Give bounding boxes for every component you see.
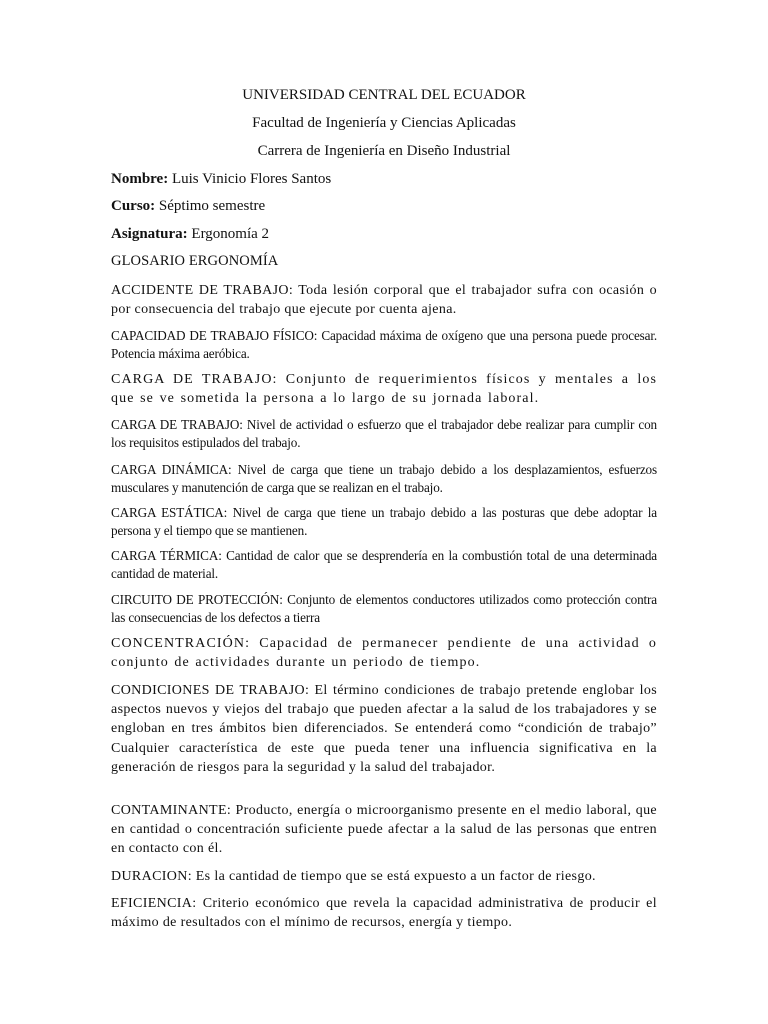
faculty-title: Facultad de Ingeniería y Ciencias Aplicadas [252, 115, 516, 131]
glossary-entry: CIRCUITO DE PROTECCIÓN: Conjunto de elementos conductores utilizados como protección contra las consecuencias de los defectos a tierra [111, 592, 657, 625]
glossary-title: GLOSARIO ERGONOMÍA [111, 253, 279, 269]
subject-label: Asignatura: [111, 226, 188, 242]
student-name-line [111, 170, 331, 188]
course-value: Séptimo semestre [155, 198, 266, 214]
name-label: Nombre: [111, 171, 169, 187]
glossary-entry: CONTAMINANTE: Producto, energía o microorganismo presente en el medio laboral, que en cantidad o concentración suficiente puede afectar a la salud de las personas que entren en contacto con él. [111, 803, 657, 857]
glossary-entry: DURACION: Es la cantidad de tiempo que se está expuesto a un factor de riesgo. [111, 869, 596, 884]
career-title: Carrera de Ingeniería en Diseño Industrial [257, 143, 511, 159]
glossary-entry: ACCIDENTE DE TRABAJO: Toda lesión corporal que el trabajador sufra con ocasión o por consecuencia del trabajo que ejecute por cuenta ajena. [111, 283, 657, 318]
glossary-entry: CARGA DE TRABAJO: Conjunto de requerimientos físicos y mentales a los que se ve sometida la persona a lo largo de su jornada laboral. [111, 372, 657, 407]
glossary-entry: CARGA ESTÁTICA: Nivel de carga que tiene un trabajo debido a las posturas que debe adoptar la persona y el tiempo que se mantienen. [111, 505, 657, 538]
glossary-entry: CARGA TÉRMICA: Cantidad de calor que se desprendería en la combustión total de una determinada cantidad de material. [111, 548, 657, 581]
subject-line [111, 225, 269, 243]
name-value: Luis Vinicio Flores Santos [168, 171, 332, 187]
glossary-entry: CARGA DINÁMICA: Nivel de carga que tiene un trabajo debido a los desplazamientos, esfuerzos musculares y manutención de carga que se realizan en el trabajo. [111, 462, 657, 495]
glossary-entry: CONCENTRACIÓN: Capacidad de permanecer pendiente de una actividad o conjunto de actividades durante un periodo de tiempo. [111, 636, 657, 671]
subject-value: Ergonomía 2 [187, 226, 270, 242]
course-label: Curso: [111, 198, 156, 214]
glossary-entry: EFICIENCIA: Criterio económico que revela la capacidad administrativa de producir el máximo de resultados con el mínimo de recursos, energía y tiempo. [111, 896, 657, 931]
course-line [111, 197, 265, 215]
glossary-entry: CARGA DE TRABAJO: Nivel de actividad o esfuerzo que el trabajador debe realizar para cumplir con los requisitos estipulados del trabajo. [111, 417, 657, 450]
university-title: UNIVERSIDAD CENTRAL DEL ECUADOR [242, 87, 526, 103]
glossary-entry: CAPACIDAD DE TRABAJO FÍSICO: Capacidad máxima de oxígeno que una persona puede procesar. Potencia máxima aeróbica. [111, 328, 657, 361]
glossary-entry: CONDICIONES DE TRABAJO: El término condiciones de trabajo pretende englobar los aspectos nuevos y viejos del trabajo que pueden afectar a la salud de los trabajadores y se engloban en tres ámbitos bien diferenciados. Se entenderá como “condición de trabajo” Cualquier característica de este que pueda tener una influencia significativa en la generación de riesgos para la seguridad y la salud del trabajador. [111, 683, 657, 775]
